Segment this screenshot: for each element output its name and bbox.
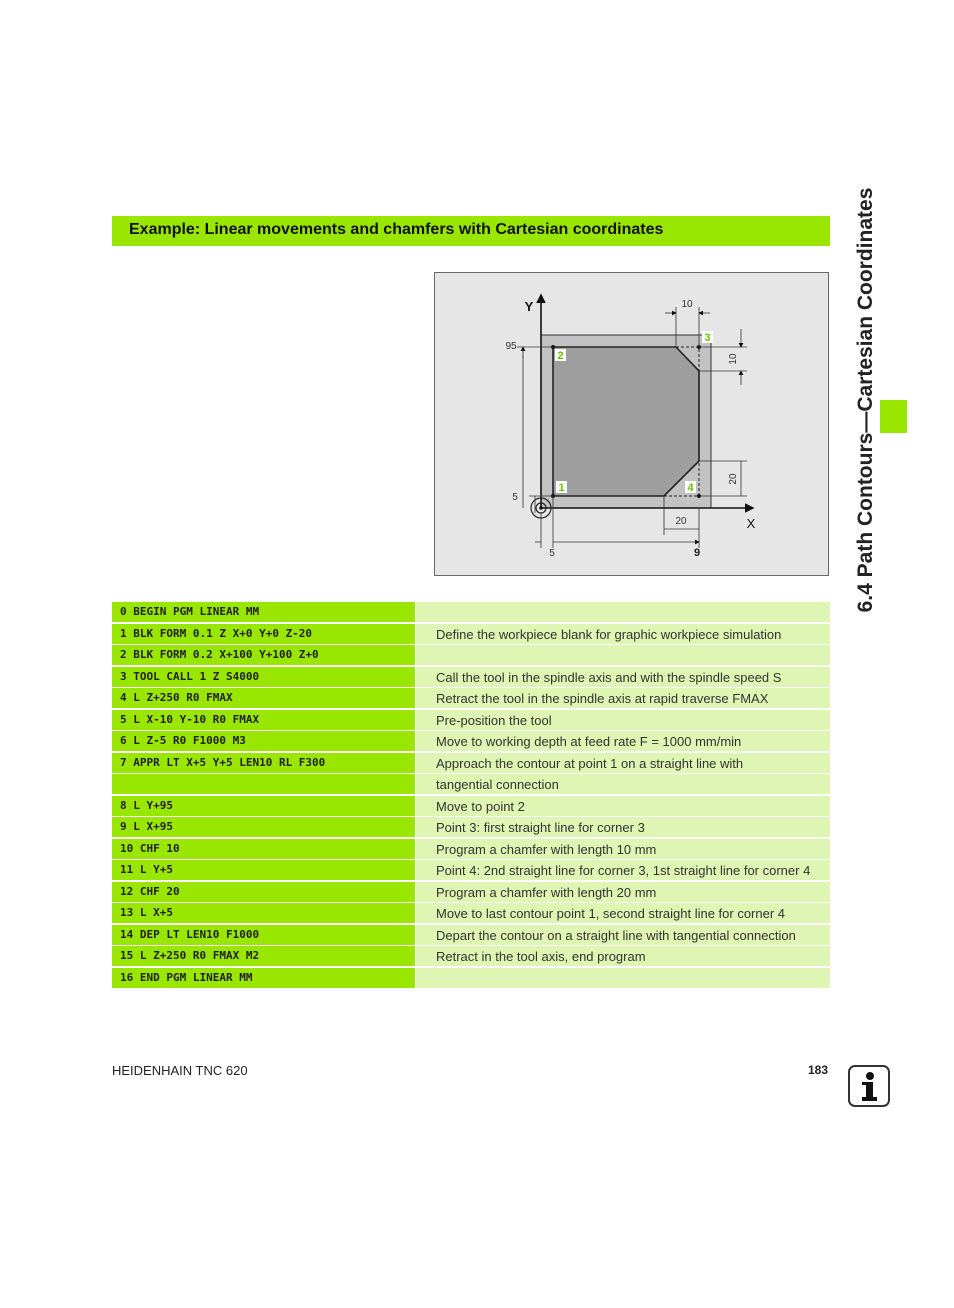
program-desc-text: Pre-position the tool xyxy=(436,712,552,728)
program-code-cell xyxy=(112,667,415,687)
program-desc-cell xyxy=(416,688,830,708)
contour-figure xyxy=(434,272,829,576)
program-code-text: 15 L Z+250 R0 FMAX M2 xyxy=(120,949,260,962)
program-desc-text: Retract in the tool axis, end program xyxy=(436,949,646,964)
table-row xyxy=(112,860,830,882)
contour-drawing xyxy=(435,273,828,575)
program-desc-text: Depart the contour on a straight line with tangential connection xyxy=(436,927,796,943)
program-desc-cell xyxy=(416,882,830,902)
program-code-cell xyxy=(112,903,415,923)
dim-bottom-left-label: 5 xyxy=(549,548,555,559)
program-code-cell xyxy=(112,774,415,794)
program-desc-cell xyxy=(416,645,830,665)
program-code-cell xyxy=(112,753,415,773)
program-desc-text: Move to last contour point 1, second straight line for corner 4 xyxy=(436,906,786,921)
side-tab-marker xyxy=(880,400,907,433)
program-desc-cell xyxy=(416,860,830,880)
program-code-text: 0 BEGIN PGM LINEAR MM xyxy=(120,605,260,618)
program-code-text: 11 L Y+5 xyxy=(120,863,173,876)
program-code-text: 4 L Z+250 R0 FMAX xyxy=(120,691,233,704)
table-row xyxy=(112,968,830,990)
program-desc-cell xyxy=(416,731,830,751)
table-row xyxy=(112,645,830,667)
table-row xyxy=(112,667,830,689)
program-code-text: 1 BLK FORM 0.1 Z X+0 Y+0 Z-20 xyxy=(120,626,313,640)
y-axis-label: Y xyxy=(524,299,534,314)
program-code-text: 8 L Y+95 xyxy=(120,798,173,812)
program-desc-text: Move to point 2 xyxy=(436,798,525,814)
program-desc-cell xyxy=(416,602,830,622)
program-desc-cell xyxy=(416,774,830,794)
program-table xyxy=(112,602,830,989)
program-code-text: 5 L X-10 Y-10 R0 FMAX xyxy=(120,712,260,726)
program-desc-cell xyxy=(416,903,830,923)
program-desc-cell xyxy=(416,624,830,644)
table-row xyxy=(112,624,830,646)
program-code-cell xyxy=(112,817,415,837)
program-desc-cell xyxy=(416,753,830,773)
table-row xyxy=(112,774,830,796)
info-icon xyxy=(848,1065,890,1107)
section-banner xyxy=(112,216,830,246)
table-row xyxy=(112,602,830,624)
program-code-cell xyxy=(112,925,415,945)
program-desc-cell xyxy=(416,839,830,859)
table-row xyxy=(112,753,830,775)
program-code-text: 2 BLK FORM 0.2 X+100 Y+100 Z+0 xyxy=(120,648,319,661)
program-code-cell xyxy=(112,710,415,730)
program-code-text: 7 APPR LT X+5 Y+5 LEN10 RL F300 xyxy=(120,755,326,769)
dim-top-label: 10 xyxy=(681,299,693,310)
program-code-cell xyxy=(112,946,415,966)
program-desc-text: Call the tool in the spindle axis and with the spindle speed S xyxy=(436,669,782,685)
program-code-cell xyxy=(112,731,415,751)
program-code-cell xyxy=(112,645,415,665)
program-code-cell xyxy=(112,839,415,859)
dim-right-top-label: 10 xyxy=(728,353,739,365)
page-number: 183 xyxy=(808,1063,829,1077)
program-code-text: 3 TOOL CALL 1 Z S4000 xyxy=(120,669,260,683)
program-code-cell xyxy=(112,796,415,816)
program-code-text: 16 END PGM LINEAR MM xyxy=(120,970,253,984)
program-code-cell xyxy=(112,602,415,622)
table-row xyxy=(112,731,830,753)
dim-right-bottom-label: 20 xyxy=(728,473,739,485)
program-desc-cell xyxy=(416,817,830,837)
program-code-text: 12 CHF 20 xyxy=(120,884,180,898)
program-desc-cell xyxy=(416,710,830,730)
point-4-label: 4 xyxy=(687,482,694,494)
program-desc-text: tangential connection xyxy=(436,777,559,792)
table-row xyxy=(112,688,830,710)
program-code-cell xyxy=(112,688,415,708)
program-code-cell xyxy=(112,860,415,880)
dim-left-bottom-label: 5 xyxy=(512,492,518,503)
program-code-cell xyxy=(112,624,415,644)
program-desc-cell xyxy=(416,946,830,966)
program-desc-text: Move to working depth at feed rate F = 1000 mm/min xyxy=(436,734,742,749)
program-desc-text: Program a chamfer with length 20 mm xyxy=(436,884,657,900)
manual-name: HEIDENHAIN TNC 620 xyxy=(112,1063,248,1078)
x-axis-label: X xyxy=(746,516,756,531)
program-desc-text: Define the workpiece blank for graphic workpiece simulation xyxy=(436,626,782,642)
program-desc-text: Approach the contour at point 1 on a straight line with xyxy=(436,755,744,771)
program-code-text: 14 DEP LT LEN10 F1000 xyxy=(120,927,260,941)
dim-bottom-right-label: 20 xyxy=(675,516,687,527)
table-row xyxy=(112,903,830,925)
program-desc-cell xyxy=(416,796,830,816)
program-desc-text: Retract the tool in the spindle axis at rapid traverse FMAX xyxy=(436,691,769,706)
table-row xyxy=(112,817,830,839)
point-3-label: 3 xyxy=(704,332,711,344)
table-row xyxy=(112,925,830,947)
chapter-side-title: 6.4 Path Contours—Cartesian Coordinates xyxy=(854,187,877,613)
program-desc-text: Program a chamfer with length 10 mm xyxy=(436,841,657,857)
table-row xyxy=(112,710,830,732)
program-code-cell xyxy=(112,882,415,902)
program-code-cell xyxy=(112,968,415,988)
program-code-text: 13 L X+5 xyxy=(120,906,173,919)
dim-bottom-total-label: 9 xyxy=(693,547,701,559)
point-2-label: 2 xyxy=(557,350,564,362)
workpiece-contour xyxy=(553,347,699,496)
table-row xyxy=(112,882,830,904)
program-desc-text: Point 3: first straight line for corner 3 xyxy=(436,820,645,835)
program-code-text: 6 L Z-5 R0 F1000 M3 xyxy=(120,734,246,747)
program-desc-cell xyxy=(416,925,830,945)
program-desc-cell xyxy=(416,667,830,687)
table-row xyxy=(112,946,830,968)
dim-left-top-label: 95 xyxy=(505,341,517,352)
program-desc-cell xyxy=(416,968,830,988)
table-row xyxy=(112,839,830,861)
table-row xyxy=(112,796,830,818)
program-code-text: 10 CHF 10 xyxy=(120,841,180,855)
program-code-text: 9 L X+95 xyxy=(120,820,173,833)
section-title: Example: Linear movements and chamfers with Cartesian coordinates xyxy=(129,221,664,238)
point-1-label: 1 xyxy=(558,482,565,494)
program-desc-text: Point 4: 2nd straight line for corner 3, 1st straight line for corner 4 xyxy=(436,863,811,878)
